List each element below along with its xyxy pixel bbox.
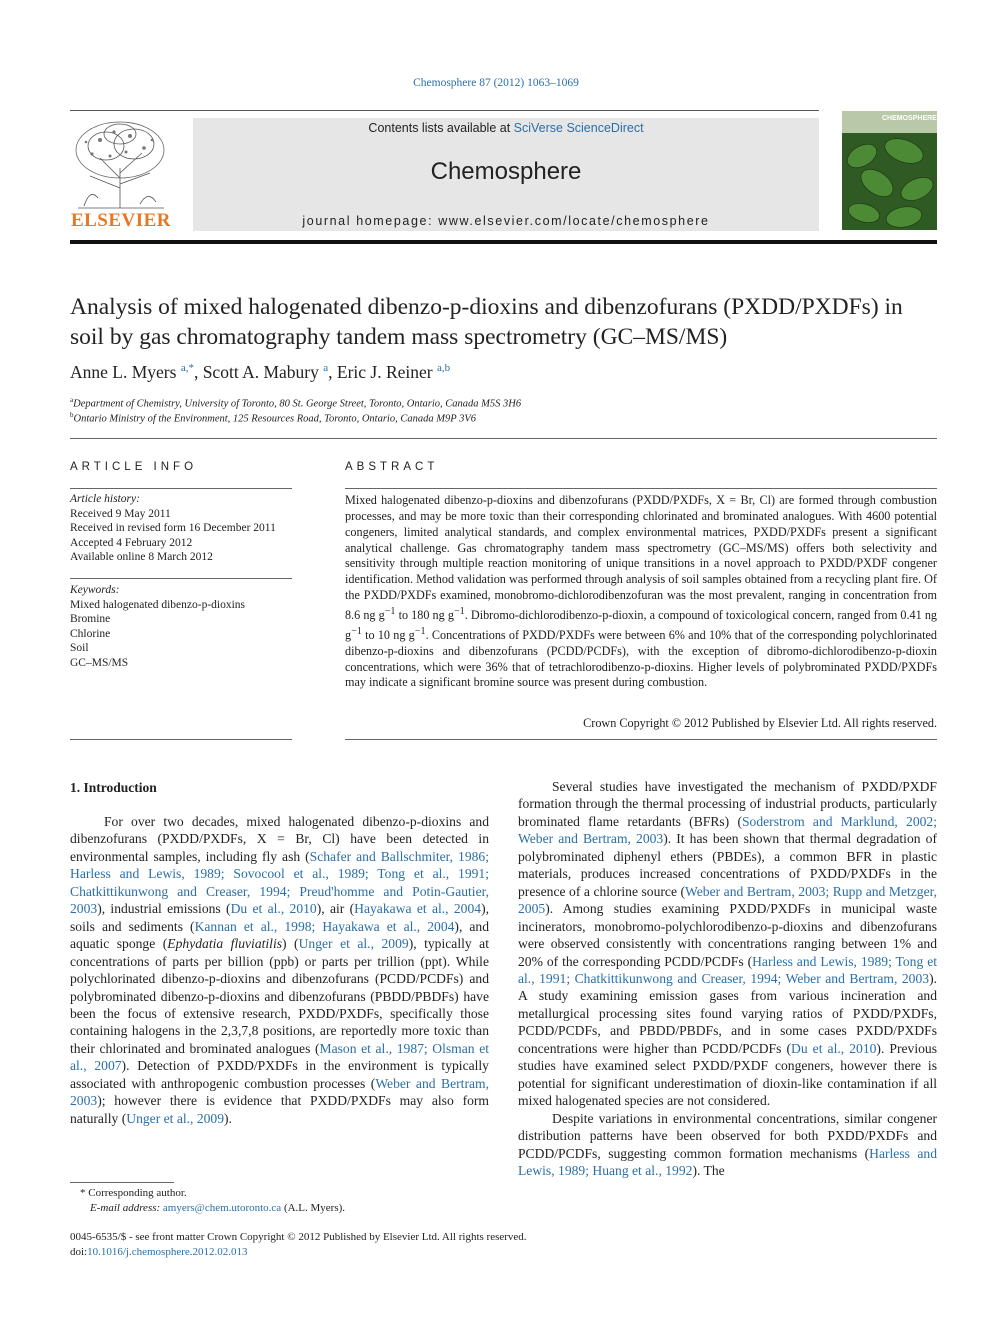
footnote — [70, 1186, 345, 1215]
section-heading-introduction: 1. Introduction — [70, 780, 157, 795]
citation-link[interactable]: Mason et al., 1987; Olsman et al., 2007 — [70, 1040, 490, 1074]
author-affiliation-mark[interactable]: a,* — [180, 362, 194, 375]
article-history — [70, 492, 292, 565]
body-text: ), and aquatic sponge ( — [70, 918, 490, 952]
cover-title: CHEMOSPHERE — [882, 115, 937, 122]
issn-line: 0045-6535/$ - see front matter Crown Copyright © 2012 Published by Elsevier Ltd. All rights reserved. — [70, 1231, 527, 1243]
body-text: ). Among studies examining PXDD/PXDFs in municipal waste incinerators, monobromo-polychlorodibenzo-p-dioxins and dibenzofurans were observed consistently with concentrations ranging between 1% and 20% of the corresponding PCDD/PCDFs ( — [518, 901, 937, 969]
author-name: Scott A. Mabury — [202, 362, 319, 382]
abstract-run: . Concentrations of PXDD/PXDFs were between 6% and 10% that of the corresponding polychlorinated dibenzo-p-dioxins and dibenzofurans (PCDD/PCDFs), with the exception of dibromo-dichlorodibenzo-p-dioxin concentrations, which were 36% that of tetrachlorodibenzo-p-dioxins. Higher levels of polybrominated PXDD/PXDFs may indicate a significant bromine source was present during combustion. — [345, 627, 938, 690]
abstract-sup: −1 — [453, 605, 465, 617]
doi-label: doi: — [70, 1245, 88, 1258]
keyword: Mixed halogenated dibenzo-p-dioxins — [70, 598, 246, 611]
author-name: Anne L. Myers — [70, 362, 177, 382]
abstract-sup: −1 — [351, 625, 362, 637]
body-text: ). The — [692, 1162, 725, 1178]
citation-link[interactable]: Soderstrom and Marklund, 2002; Weber and Bertram, 2003 — [518, 813, 937, 847]
header-rule — [70, 110, 819, 111]
citation-link[interactable]: Harless and Lewis, 1989; Tong et al., 1991; Chatkittikunwong and Creaser, 1994; Weber and Bertram, 2003 — [518, 953, 937, 986]
affiliation-text: Ontario Ministry of the Environment, 125 Resources Road, Toronto, Ontario, Canada M9P 3V6 — [73, 413, 476, 425]
author-name: Eric J. Reiner — [336, 362, 433, 382]
email-line — [70, 1201, 345, 1216]
divider — [345, 739, 937, 740]
body-text: ). Detection of PXDD/PXDFs in the environment is typically associated with anthropogenic combustion processes ( — [70, 1058, 489, 1091]
history-item: Received 9 May 2011 — [70, 507, 171, 520]
journal-reference[interactable] — [0, 77, 992, 89]
abstract-sup: −1 — [414, 625, 426, 637]
header-thick-rule — [70, 240, 937, 244]
asterisk-mark: * — [80, 1187, 89, 1199]
body-text: ), industrial emissions ( — [97, 901, 231, 917]
abstract-sup: −1 — [384, 605, 396, 617]
citation-link[interactable]: Kannan et al., 1998; Hayakawa et al., 2004 — [194, 918, 455, 934]
homepage-prefix: journal homepage: — [302, 214, 439, 228]
body-text: For over two decades, mixed halogenated dibenzo-p-dioxins and dibenzofurans (PXDD/PXDFs, X = Br, Cl) have been detected in environmental samples, including fly ash ( — [70, 814, 489, 864]
front-matter — [70, 1230, 527, 1259]
abstract-run: Mixed halogenated dibenzo-p-dioxins and dibenzofurans (PXDD/PXDFs, X = Br, Cl) are formed through combustion processes, and may be more toxic than their corresponding chlorinated and brominated analogues. With 4600 potential congeners, limited analytical standards, and complex environmental matrices, PXDD/PXDFs present a significant analytical challenge. Gas chromatography tandem mass spectrometry (GC–MS/MS) offers both selectivity and sensitivity through multiple reaction monitoring of unique transitions in a novel approach to PXDD/PXDF congener identification. Method validation was performed through analysis of soil samples obtained from a recycling plant fire. Of the PXDD/PXDFs examined, monobromo-dichlorodibenzofuran was the most prevalent, ranging in concentration from 8.6 ng g — [345, 493, 937, 622]
affiliation-a — [70, 396, 521, 410]
corresponding-note — [70, 1186, 345, 1201]
italic-text: Ephydatia fluviatilis — [167, 936, 283, 952]
affiliation-b — [70, 411, 476, 425]
body-column-left — [70, 813, 489, 1127]
affiliation-text: Department of Chemistry, University of Toronto, 80 St. George Street, Toronto, Ontario, Canada M5S 3H6 — [73, 398, 522, 410]
keywords — [70, 583, 292, 671]
footnote-rule — [70, 1182, 174, 1183]
keyword: GC–MS/MS — [70, 656, 129, 669]
body-column-right — [518, 778, 937, 1179]
affiliation-mark: a — [70, 396, 74, 404]
abstract-text — [345, 493, 937, 691]
contents-line — [193, 121, 819, 135]
article-info-heading: ARTICLE INFO — [70, 461, 198, 473]
intro-paragraph — [70, 813, 489, 1127]
corresponding-label: Corresponding author. — [88, 1187, 187, 1199]
citation-link[interactable]: Hayakawa et al., 2004 — [354, 901, 482, 917]
body-text: ). A study examining emission gases from various incineration and metallurgical processing sites found varying ratios of PXDD/PXDFs, PCDD/PCDFs, and PBDD/PBDFs, and in some cases PXDD/PXDFs concentrations were higher than PCDD/PCDFs ( — [518, 970, 937, 1056]
body-text: Despite variations in environmental concentrations, similar congener distribution patterns have been observed for both PXDD/PXDFs and PCDD/PCDFs, suggesting common formation mechanisms ( — [518, 1110, 937, 1161]
doi-line — [70, 1245, 527, 1260]
history-item: Available online 8 March 2012 — [70, 551, 213, 564]
history-item: Accepted 4 February 2012 — [70, 536, 193, 549]
divider — [345, 488, 937, 489]
citation-link[interactable]: Unger et al., 2009 — [298, 936, 409, 952]
citation-link[interactable]: Du et al., 2010 — [230, 901, 317, 917]
abstract-run: to 10 ng g — [361, 627, 415, 642]
email-suffix: (A.L. Myers). — [281, 1201, 346, 1214]
citation-link[interactable]: Unger et al., 2009 — [126, 1110, 225, 1126]
history-item: Received in revised form 16 December 2011 — [70, 522, 276, 535]
body-text: ). Previous studies have examined select PXDD/PXDF congeners, however there is potential for significant underestimation of dioxin-like contamination if all mixed halogenated species are not considered. — [518, 1040, 937, 1109]
keyword: Soil — [70, 642, 89, 655]
abstract-heading: ABSTRACT — [345, 461, 439, 473]
divider — [70, 438, 937, 439]
body-text: ) ( — [282, 936, 299, 952]
history-label: Article history: — [70, 493, 140, 505]
divider — [70, 488, 292, 489]
abstract-run: . Dibromo-dichlorodibenzo-p-dioxin, a compound of toxicological concern, ranged from 0.41 ng g — [345, 607, 938, 642]
body-text: Several studies have investigated the mechanism of PXDD/PXDF formation through the thermal processing of industrial products, particularly brominated flame retardants (BFRs) ( — [518, 779, 937, 829]
body-text: ). — [224, 1110, 232, 1126]
doi-link[interactable]: 10.1016/j.chemosphere.2012.02.013 — [87, 1245, 248, 1258]
intro-paragraph — [518, 778, 937, 1110]
divider — [70, 578, 292, 579]
journal-name: Chemosphere — [430, 158, 582, 185]
keyword: Chlorine — [70, 627, 111, 640]
body-text: ). It has been shown that thermal degradation of polybrominated diphenyl ethers (PBDEs), a common BFR in plastic materials, produces increased concentrations of PXDD/PXDFs in the presence of a chlorine source ( — [518, 831, 937, 899]
author-affiliation-mark[interactable]: a — [323, 362, 329, 375]
sciencedirect-link[interactable]: SciVerse ScienceDirect — [513, 121, 644, 135]
author-affiliation-mark[interactable]: a,b — [437, 362, 451, 375]
author-separator: , — [193, 362, 203, 382]
journal-cover-image — [842, 111, 937, 230]
author-list — [70, 362, 450, 383]
contents-prefix: Contents lists available at — [368, 121, 514, 135]
journal-reference-link[interactable]: Chemosphere 87 (2012) 1063–1069 — [413, 77, 579, 89]
citation-link[interactable]: Harless and Lewis, 1989; Huang et al., 1992 — [518, 1145, 938, 1178]
body-text: ); however there is evidence that PXDD/PXDFs may also form naturally ( — [70, 1093, 489, 1126]
email-label: E-mail address: — [90, 1201, 161, 1214]
homepage-link[interactable]: www.elsevier.com/locate/chemosphere — [438, 214, 710, 228]
author-separator: , — [328, 362, 337, 382]
citation-link[interactable]: Schafer and Ballschmiter, 1986; Harless and Lewis, 1989; Sovocool et al., 1989; Tong et al., 1991; Chatkittikunwong and Creaser, 1994; Preud'homme and Potin-Gautier, 2003 — [70, 848, 489, 917]
elsevier-wordmark: ELSEVIER — [70, 210, 172, 231]
abstract-run: to 180 ng g — [395, 607, 454, 622]
email-link[interactable]: amyers@chem.utoronto.ca — [162, 1201, 282, 1214]
divider — [70, 739, 292, 740]
citation-link[interactable]: Du et al., 2010 — [791, 1040, 877, 1056]
keyword: Bromine — [70, 613, 111, 626]
article-title: Analysis of mixed halogenated dibenzo-p-dioxins and dibenzofurans (PXDD/PXDFs) in soil by gas chromatography tandem mass spectrometry (GC–MS/MS) — [70, 294, 903, 350]
body-text: ), soils and sediments ( — [70, 901, 490, 934]
abstract-copyright: Crown Copyright © 2012 Published by Elsevier Ltd. All rights reserved. — [583, 716, 937, 730]
body-text: ), air ( — [316, 901, 355, 917]
body-text: ), typically at concentrations of parts per billion (ppb) or parts per trillion (ppt). While polychlorinated dibenzo-p-dioxins and dibenzofurans (PCDD/PCDFs) and polybrominated dibenzo-p-dioxins and dibenzofurans (PBDD/PBDFs) have been the focus of extensive research, PXDD/PXDFs, specifically those containing halogens in the 2,3,7,8 positions, are reportedly more toxic than their chlorinated and brominated analogues ( — [70, 936, 489, 1056]
intro-paragraph — [518, 1110, 937, 1180]
journal-homepage — [193, 214, 819, 228]
citation-link[interactable]: Weber and Bertram, 2003 — [70, 1075, 489, 1109]
keywords-label: Keywords: — [70, 584, 120, 596]
affiliation-mark: b — [70, 411, 74, 419]
citation-link[interactable]: Weber and Bertram, 2003; Rupp and Metzger, 2005 — [518, 883, 938, 917]
